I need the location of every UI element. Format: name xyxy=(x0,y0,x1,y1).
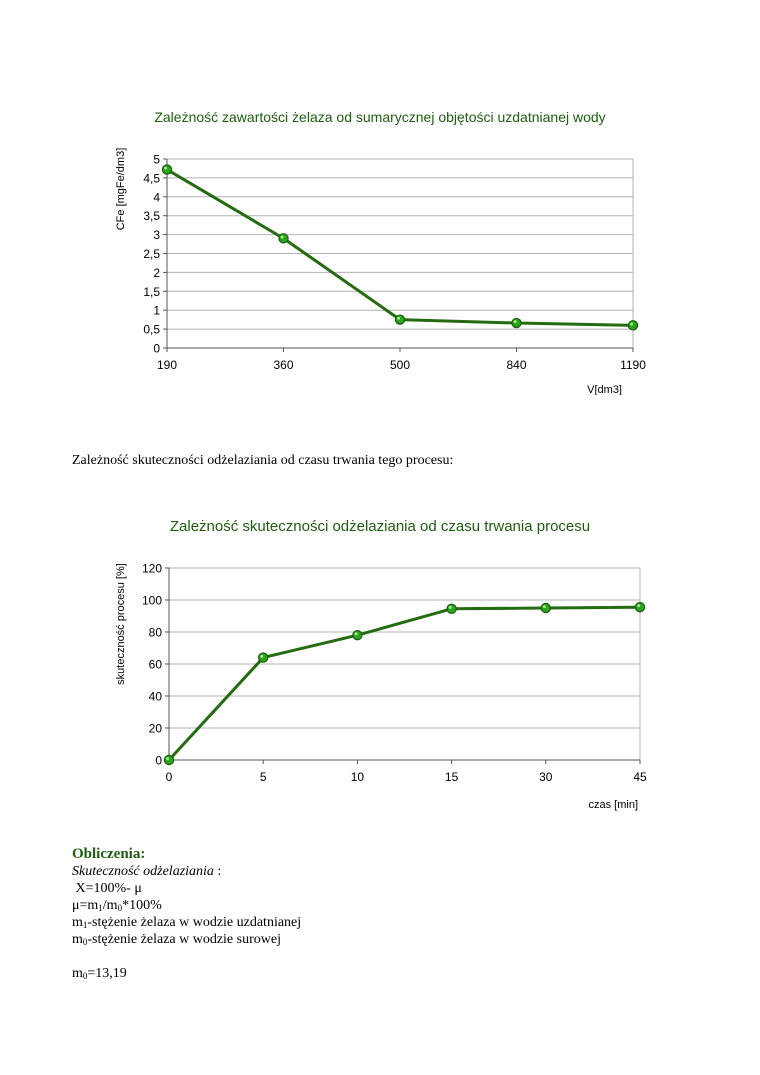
data-point xyxy=(541,603,550,612)
x-tick-label: 45 xyxy=(633,770,647,784)
y-tick-label: 2 xyxy=(153,265,160,280)
y-axis-label: skuteczność procesu [%] xyxy=(115,563,127,685)
chart-title: Zależność zawartości żelaza od sumarycznej objętości uzdatnianej wody xyxy=(154,109,606,125)
x-tick-label: 360 xyxy=(273,358,294,372)
formula-mu: $\mu=m_1/m_0*100\%$ xyxy=(72,898,162,913)
x-tick-label: 5 xyxy=(259,770,267,784)
data-point-highlight xyxy=(355,632,358,635)
data-point-highlight xyxy=(281,235,284,238)
y-tick-label: 4 xyxy=(153,190,160,205)
data-point-highlight xyxy=(449,606,452,609)
data-point xyxy=(353,631,362,640)
data-point xyxy=(164,755,173,764)
series-line xyxy=(167,170,633,326)
x-tick-label: 15 xyxy=(444,770,459,784)
y-tick-label: 80 xyxy=(148,625,162,640)
x-tick-label: 190 xyxy=(156,358,178,372)
data-point xyxy=(512,318,521,327)
chart-efficiency-vs-time xyxy=(0,505,760,820)
y-tick-label: 1,5 xyxy=(143,284,160,299)
y-tick-label: 5 xyxy=(153,152,160,167)
data-point-highlight xyxy=(397,317,400,320)
x-tick-label: 10 xyxy=(350,770,365,784)
x-axis-label: V[dm3] xyxy=(587,384,622,395)
data-point xyxy=(395,315,404,324)
data-point-highlight xyxy=(514,320,517,323)
value-m0: $m_0=13,19$ xyxy=(72,966,127,981)
efficiency-subheading-line: Skuteczność odżelaziania : xyxy=(72,864,222,879)
data-point xyxy=(259,653,268,662)
y-tick-label: 40 xyxy=(148,689,162,704)
y-tick-label: 20 xyxy=(148,721,162,736)
x-axis-label: czas [min] xyxy=(588,799,638,811)
y-tick-label: 2,5 xyxy=(143,247,160,261)
data-point xyxy=(628,321,637,330)
chart-iron-vs-volume xyxy=(0,95,760,395)
y-tick-label: 0 xyxy=(153,341,160,356)
y-tick-label: 0 xyxy=(155,753,162,768)
y-tick-label: 3,5 xyxy=(143,209,160,224)
chart-title: Zależność skuteczności odżelaziania od czasu trwania procesu xyxy=(169,518,591,535)
data-point-highlight xyxy=(164,167,167,170)
data-point xyxy=(635,603,644,612)
y-tick-label: 60 xyxy=(148,657,162,672)
y-tick-label: 120 xyxy=(141,561,162,576)
data-point-highlight xyxy=(260,655,263,658)
x-tick-label: 500 xyxy=(389,358,411,372)
blank-line xyxy=(72,948,301,965)
calculations-heading: Obliczenia: xyxy=(72,846,146,862)
y-tick-label: 4,5 xyxy=(143,171,160,186)
y-axis-label: CFe [mgFe/dm3] xyxy=(115,147,127,231)
x-tick-label: 1190 xyxy=(620,358,646,372)
x-tick-label: 840 xyxy=(506,358,527,372)
formula-x: X=100%- μ xyxy=(72,881,142,896)
y-tick-label: 100 xyxy=(141,593,162,608)
definition-m1: $m_1$-stężenie żelaza w wodzie uzdatnianej xyxy=(72,915,302,930)
efficiency-subheading: Skuteczność odżelaziania xyxy=(72,864,214,879)
y-tick-label: 0,5 xyxy=(143,322,160,337)
definition-m0: $m_0$-stężenie żelaza w wodzie surowej xyxy=(72,932,281,947)
data-point-highlight xyxy=(637,604,640,607)
data-point-highlight xyxy=(166,757,169,760)
data-point-highlight xyxy=(543,605,546,608)
calculations-section xyxy=(72,846,301,982)
x-tick-label: 0 xyxy=(165,770,173,784)
y-tick-label: 3 xyxy=(153,228,160,243)
series-line xyxy=(169,607,640,760)
data-point xyxy=(447,604,456,613)
chart2-intro-text: Zależność skuteczności odżelaziania od czasu trwania tego procesu: xyxy=(72,453,454,468)
data-point xyxy=(162,165,171,174)
x-tick-label: 30 xyxy=(539,770,553,784)
data-point-highlight xyxy=(630,322,633,325)
data-point xyxy=(279,234,288,243)
y-tick-label: 1 xyxy=(153,303,160,318)
